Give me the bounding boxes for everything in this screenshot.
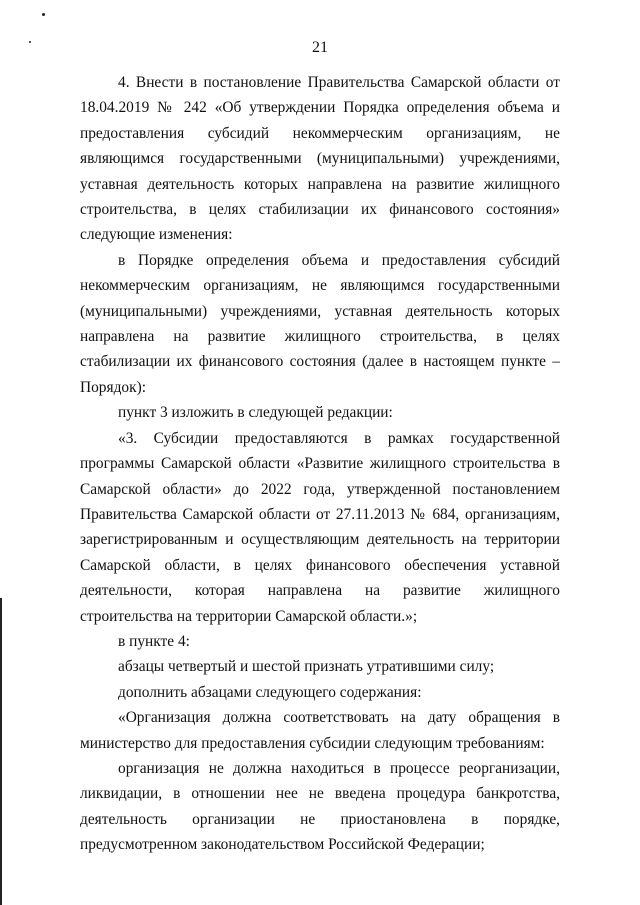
paragraph-requirement-1: организация не должна находиться в процессе реорганизации, ликвидации, в отношении нее не введена процедура банкротства, деятельность организации не приостановлена в порядке, предусмотренном законодательством Российской Федерации; bbox=[80, 759, 560, 854]
page-number: 21 bbox=[312, 39, 328, 56]
paragraph-item-4: 4. Внести в постановление Правительства Самарской области от 18.04.2019 № 242 «Об утверждении Порядка определения объема и предоставления субсидий некоммерческим организациям, не являющимся государственными (муниципальными) учреждениями, уставная деятельность которых направлена на развитие жилищного строительства, в целях стабилизации их финансового состояния» следующие изменения: bbox=[80, 74, 560, 244]
paragraph-requirements: «Организация должна соответствовать на дату обращения в министерство для предоставления субсидии следующим требованиям: bbox=[80, 709, 560, 752]
paragraph-point-3-text: «3. Субсидии предоставляются в рамках государственной программы Самарской области «Развитие жилищного строительства в Самарской области» до 2022 года, утвержденной постановлением Правительства Самарской области от 27.11.2013 № 684, организациям, зарегистрированным и осуществляющим деятельность на территории Самарской области, в целях финансового обеспечения уставной деятельности, которая направлена на развитие жилищного строительства на территории Самарской области.»; bbox=[80, 429, 560, 625]
paragraph-point-3-intro: пункт 3 изложить в следующей редакции: bbox=[118, 404, 393, 422]
paragraph-poryadok-definition: в Порядке определения объема и предоставления субсидий некоммерческим организациям, не являющимся государственными (муниципальными) учреждениями, уставная деятельность которых направлена на развитие жилищного строительства, в целях стабилизации их финансового состояния (далее в настоящем пункте – Порядок): bbox=[80, 251, 560, 396]
paragraph-repeal: абзацы четвертый и шестой признать утратившими силу; bbox=[118, 658, 495, 676]
scan-speck bbox=[42, 13, 45, 16]
scan-edge-line bbox=[0, 598, 2, 905]
paragraph-add-intro: дополнить абзацами следующего содержания: bbox=[118, 683, 422, 701]
paragraph-point-4-intro: в пункте 4: bbox=[118, 632, 190, 650]
document-body bbox=[80, 70, 560, 858]
